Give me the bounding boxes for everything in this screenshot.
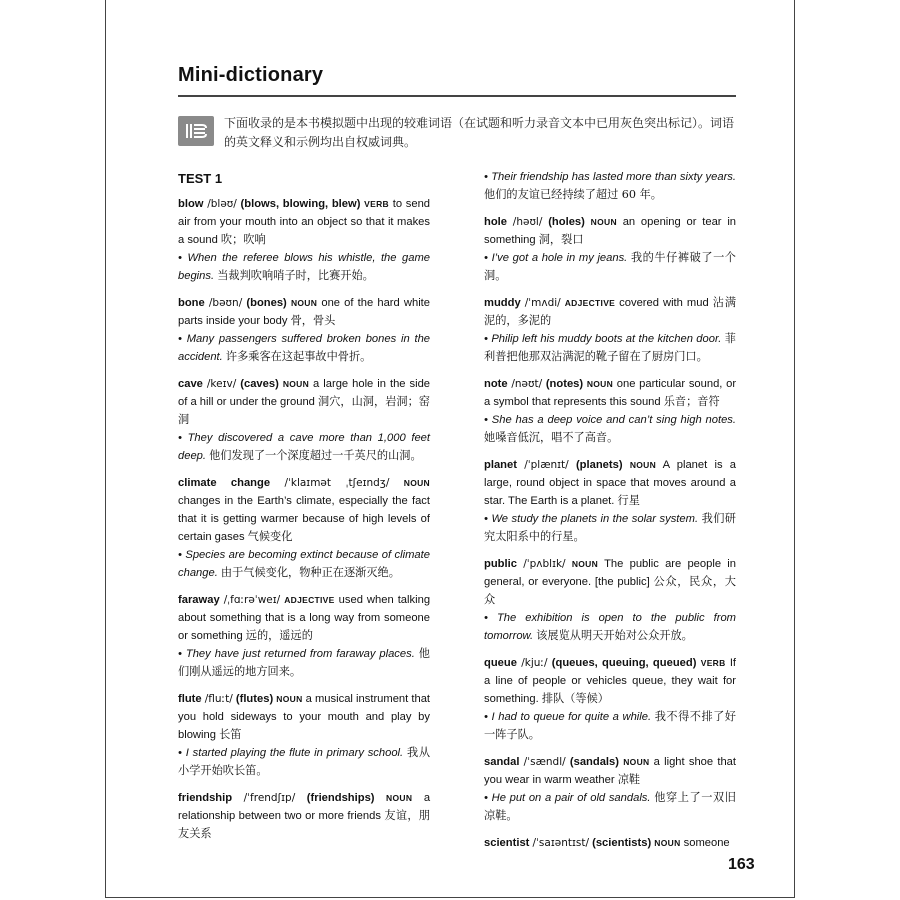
entry-example-text: Philip left his muddy boots at the kitchen door.: [491, 333, 722, 345]
dictionary-entry: [178, 690, 430, 780]
entry-translation: 远的，遥远的: [245, 629, 313, 642]
entry-pos: NOUN: [276, 694, 303, 704]
entry-definition: changes in the Earth’s climate, especially the fact that it is getting warmer because of high levels of certain gases: [178, 495, 430, 543]
entry-definition: to send air from your mouth into an object so that it makes a sound: [178, 198, 431, 246]
entry-forms: (bones): [246, 297, 287, 309]
entry-definition-line: [484, 753, 736, 789]
entry-example-text: I started playing the flute in primary school.: [185, 747, 404, 759]
entry-phonetic: /ˌfɑːrəˈweɪ/: [223, 594, 281, 606]
entry-phonetic: /ˈsændl/: [523, 756, 566, 768]
entry-headword: scientist: [484, 837, 530, 849]
entry-definition-line: [484, 456, 736, 510]
entry-example-translation: 菲利普把他那双沾满泥的靴子留在了厨房门口。: [484, 332, 736, 363]
entry-definition-line: [178, 690, 430, 744]
entry-phonetic: /nəʊt/: [511, 378, 543, 390]
entry-example-text: I had to queue for quite a while.: [491, 711, 652, 723]
entry-translation: 长笛: [219, 728, 242, 741]
entry-translation: 公众，民众，大众: [484, 575, 736, 606]
entry-definition: one particular sound, or a symbol that represents this sound: [484, 378, 737, 408]
entry-example-translation: 他们的友谊已经持续了超过 60 年。: [484, 188, 662, 201]
entry-forms: (flutes): [235, 693, 274, 705]
entry-forms: (planets): [575, 459, 623, 471]
entry-translation: 骨，骨头: [290, 314, 336, 327]
entry-example: • Their friendship has lasted more than sixty years. 他们的友谊已经持续了超过 60 年。: [484, 171, 737, 201]
entry-definition-line: [484, 294, 736, 330]
entry-pos: NOUN: [571, 559, 599, 569]
dictionary-entry: [484, 294, 736, 366]
entry-translation: 乐音；音符: [663, 395, 720, 408]
entry-phonetic: /ˈpʌblɪk/: [523, 558, 566, 570]
dictionary-entry: [178, 294, 430, 366]
entry-example: • I started playing the flute in primary school. 我从小学开始吹长笛。: [178, 746, 431, 777]
entry-translation: 沾满泥的，多泥的: [484, 296, 737, 327]
entry-pos: NOUN: [629, 460, 657, 470]
dictionary-entry: [484, 654, 736, 744]
entry-definition-line: [178, 375, 430, 429]
entry-definition: covered with mud: [619, 297, 709, 309]
entry-example-translation: 我不得不排了好一阵子队。: [484, 710, 736, 741]
entry-example: • We study the planets in the solar system. 我们研究太阳系中的行星。: [484, 512, 736, 543]
entry-headword: climate change: [178, 477, 271, 489]
page-title: Mini-dictionary: [178, 64, 324, 86]
entry-definition: If a line of people or vehicles queue, they wait for something.: [484, 657, 737, 705]
entry-example: • She has a deep voice and can’t sing high notes. 她嗓音低沉，唱不了高音。: [484, 414, 736, 444]
entry-definition-line: [484, 555, 736, 609]
dictionary-entry: [178, 375, 430, 465]
entry-example-text: He put on a pair of old sandals.: [491, 792, 651, 804]
entry-phonetic: /fluːt/: [204, 693, 233, 705]
dictionary-entry: [178, 591, 430, 681]
entry-phonetic: /ˈplænɪt/: [524, 459, 569, 471]
entry-headword: queue: [484, 657, 517, 669]
entry-example-text: When the referee blows his whistle, the game begins.: [178, 252, 430, 282]
dictionary-entry: [484, 375, 736, 447]
entry-translation: 行星: [617, 494, 640, 507]
entry-definition-line: [484, 654, 736, 708]
entry-phonetic: /bəʊn/: [208, 297, 243, 309]
dictionary-entry: [178, 474, 430, 582]
entry-definition-line: [178, 474, 430, 546]
entry-forms: (sandals): [569, 756, 619, 768]
entry-example-translation: 由于气候变化，物种正在逐渐灭绝。: [220, 566, 400, 579]
entry-example-translation: 他们发现了一个深度超过一千英尺的山洞。: [209, 449, 422, 462]
entry-example: • The exhibition is open to the public from tomorrow. 该展览从明天开始对公众开放。: [484, 612, 736, 642]
entry-example: • I’ve got a hole in my jeans. 我的牛仔裤破了一个洞。: [484, 251, 736, 282]
entry-pos: NOUN: [282, 379, 310, 389]
entry-example: • I had to queue for quite a while. 我不得不排了好一阵子队。: [484, 710, 736, 741]
entry-example-translation: 他穿上了一双旧凉鞋。: [484, 791, 736, 822]
entry-phonetic: /kjuː/: [521, 657, 548, 669]
entry-forms: (queues, queuing, queued): [551, 657, 697, 669]
entry-headword: friendship: [178, 792, 233, 804]
entry-pos: NOUN: [586, 379, 614, 389]
entry-example: • They have just returned from faraway places. 他们刚从遥远的地方回来。: [178, 647, 430, 678]
entry-headword: muddy: [484, 297, 521, 309]
entry-headword: public: [484, 558, 517, 570]
entry-example-text: I’ve got a hole in my jeans.: [491, 252, 628, 264]
entry-pos: ADJECTIVE: [284, 595, 335, 605]
entry-definition: A planet is a large, round object in space that moves around a star. The Earth is a planet.: [484, 459, 736, 507]
entry-definition-line: [484, 834, 736, 852]
entry-definition: a light shoe that you wear in warm weather: [484, 756, 736, 786]
entry-definition-line: [484, 375, 736, 411]
entry-definition: The public are people in general, or everyone. [the public]: [484, 558, 736, 588]
entry-definition-line: [484, 213, 736, 249]
entry-definition-line: [178, 195, 430, 249]
entry-phonetic: /ˈmʌdi/: [524, 297, 561, 309]
dictionary-entry: [178, 789, 430, 843]
entry-example: • Philip left his muddy boots at the kitchen door. 菲利普把他那双沾满泥的靴子留在了厨房门口。: [484, 332, 736, 363]
entry-example-translation: 我们研究太阳系中的行星。: [484, 512, 736, 543]
entry-example-translation: 她嗓音低沉，唱不了高音。: [484, 431, 619, 444]
entry-example-translation: 他们刚从遥远的地方回来。: [178, 647, 430, 678]
entry-definition: used when talking about something that is a long way from someone or something: [178, 594, 431, 642]
entry-definition: a musical instrument that you hold sideways to your mouth and play by blowing: [178, 693, 431, 741]
entry-example-text: They discovered a cave more than 1,000 feet deep.: [178, 432, 430, 462]
right-column: [484, 168, 736, 861]
entry-forms: (caves): [240, 378, 279, 390]
entry-headword: planet: [484, 459, 517, 471]
entry-definition-line: [178, 591, 430, 645]
entry-example-translation: 我从小学开始吹长笛。: [178, 746, 431, 777]
entry-phonetic: /bləʊ/: [207, 198, 237, 210]
entry-example: • They discovered a cave more than 1,000 feet deep. 他们发现了一个深度超过一千英尺的山洞。: [178, 432, 430, 462]
entry-translation: 凉鞋: [617, 773, 641, 786]
entry-example: • Many passengers suffered broken bones in the accident. 许多乘客在这起事故中骨折。: [178, 333, 431, 363]
dictionary-entry: [484, 753, 736, 825]
dictionary-entry: [484, 834, 736, 852]
entry-pos: NOUN: [386, 793, 413, 803]
entry-definition-line: [178, 294, 430, 330]
entry-phonetic: /ˈsaɪəntɪst/: [532, 837, 589, 849]
dictionary-entry: [484, 555, 736, 645]
entry-headword: flute: [178, 693, 202, 705]
entry-example: • Species are becoming extinct because of climate change. 由于气候变化，物种正在逐渐灭绝。: [178, 549, 430, 579]
entry-example: • He put on a pair of old sandals. 他穿上了一双旧凉鞋。: [484, 791, 736, 822]
entry-example-text: Species are becoming extinct because of climate change.: [178, 549, 430, 579]
entry-pos: VERB: [700, 658, 726, 668]
entry-headword: sandal: [484, 756, 520, 768]
entry-phonetic: /ˈfrendʃɪp/: [243, 792, 296, 804]
entry-definition: a relationship between two or more friends: [178, 792, 431, 822]
entry-translation: 吹；吹响: [220, 233, 266, 246]
entry-translation: 洞穴，山洞，岩洞；窑洞: [178, 395, 430, 426]
entry-forms: (notes): [545, 378, 584, 390]
entry-pos: NOUN: [590, 217, 617, 227]
entry-example-text: We study the planets in the solar system.: [491, 513, 699, 525]
entry-example-text: She has a deep voice and can’t sing high notes.: [491, 414, 736, 426]
entry-example: • When the referee blows his whistle, the game begins. 当裁判吹响哨子时，比赛开始。: [178, 252, 430, 282]
entry-translation: 洞，裂口: [538, 233, 584, 246]
page-number: 163: [728, 856, 755, 873]
entry-example-translation: 当裁判吹响哨子时，比赛开始。: [217, 269, 374, 282]
entry-pos: NOUN: [403, 478, 430, 488]
entry-headword: bone: [178, 297, 205, 309]
entry-forms: (holes): [548, 216, 585, 228]
title-rule: [178, 95, 736, 97]
dictionary-entry: [484, 456, 736, 546]
entry-pos: NOUN: [654, 838, 681, 848]
entry-forms: (blows, blowing, blew): [240, 198, 361, 210]
entry-definition: someone: [683, 837, 730, 849]
entry-example-text: Many passengers suffered broken bones in the accident.: [178, 333, 431, 363]
entry-pos: NOUN: [623, 757, 650, 767]
entry-example-text: The exhibition is open to the public from tomorrow.: [484, 612, 736, 642]
entry-headword: cave: [178, 378, 203, 390]
entry-headword: faraway: [178, 594, 220, 606]
entry-definition: an opening or tear in something: [484, 216, 737, 246]
entry-example-translation: 我的牛仔裤破了一个洞。: [484, 251, 736, 282]
entry-definition-line: [178, 789, 430, 843]
left-column: [178, 170, 430, 852]
entry-example-translation: 该展览从明天开始对公众开放。: [536, 629, 693, 642]
entry-phonetic: /həʊl/: [512, 216, 543, 228]
entry-phonetic: /ˈklaɪmət ˌtʃeɪndʒ/: [284, 477, 390, 489]
entry-pos: VERB: [364, 199, 389, 209]
dictionary-entry: [484, 213, 736, 285]
entry-translation: 友谊，朋友关系: [178, 809, 430, 840]
entry-pos: ADJECTIVE: [564, 298, 616, 308]
entry-example-text: Their friendship has lasted more than sixty years.: [491, 171, 737, 183]
entry-forms: (friendships): [306, 792, 375, 804]
entry-translation: 排队（等候）: [541, 692, 609, 705]
entry-translation: 气候变化: [247, 530, 293, 543]
dictionary-list-icon: [178, 116, 214, 146]
entry-example-text: They have just returned from faraway places.: [185, 648, 415, 660]
intro-text: 下面收录的是本书模拟题中出现的较难词语（在试题和听力录音文本中已用灰色突出标记）。词语的英文释义和示例均出自权威词典。: [224, 116, 735, 149]
entry-pos: NOUN: [290, 298, 318, 308]
dictionary-entry: [178, 195, 430, 285]
entry-headword: hole: [484, 216, 507, 228]
entry-forms: (scientists): [592, 837, 652, 849]
dictionary-entry: [484, 168, 736, 204]
section-label: TEST 1: [178, 171, 223, 186]
entry-headword: blow: [178, 198, 204, 210]
entry-definition: one of the hard white parts inside your body: [178, 297, 431, 327]
entry-example-translation: 许多乘客在这起事故中骨折。: [225, 350, 372, 363]
entry-headword: note: [484, 378, 508, 390]
entry-phonetic: /keɪv/: [206, 378, 237, 390]
entry-definition: a large hole in the side of a hill or under the ground: [178, 378, 431, 408]
